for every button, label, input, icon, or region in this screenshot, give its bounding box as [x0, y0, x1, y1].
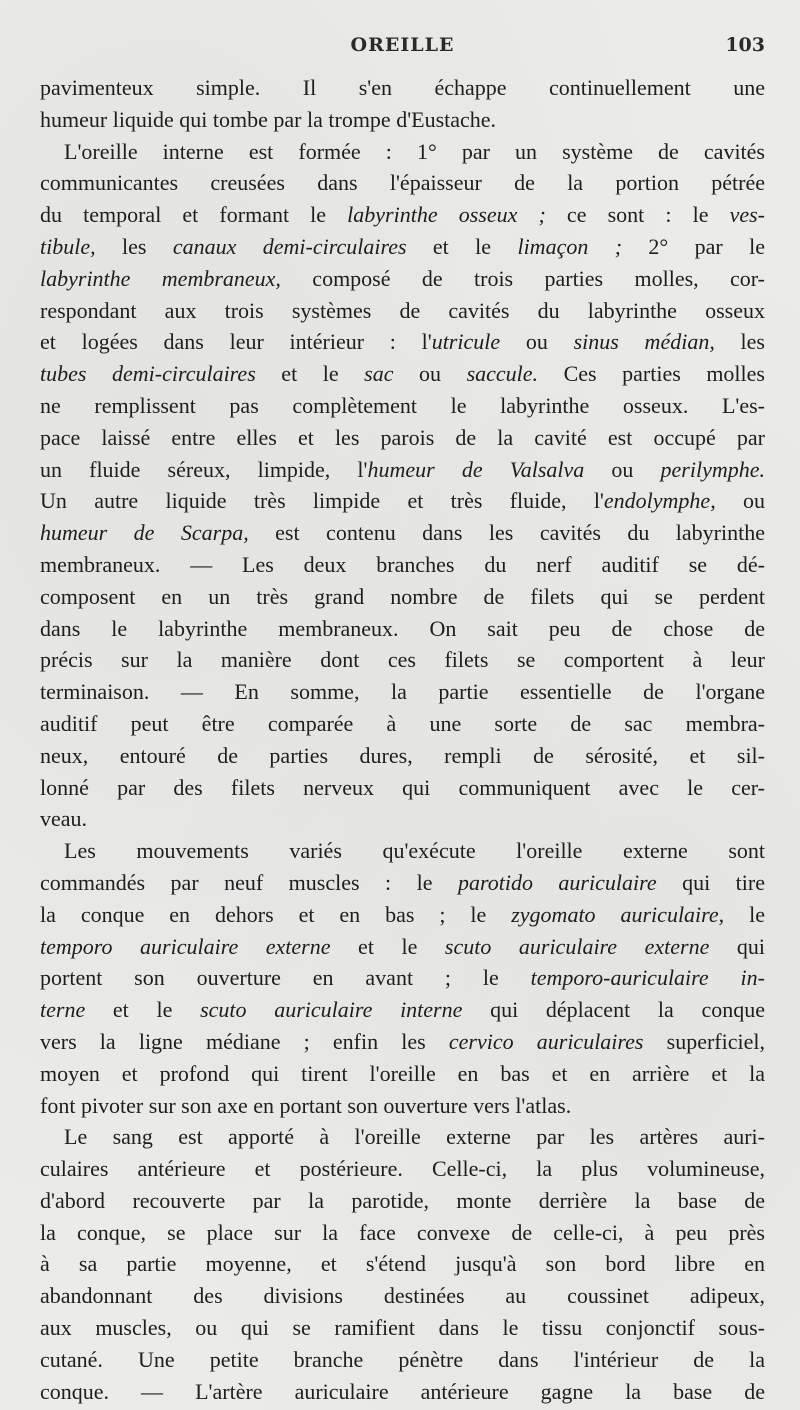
- text-line: [40, 454, 765, 486]
- text-segment: ce sont : le: [545, 202, 730, 228]
- text-line: [40, 199, 765, 231]
- text-line: [40, 295, 765, 327]
- text-segment: le: [724, 901, 765, 927]
- italic-term: ves-: [729, 202, 765, 228]
- text-segment: composé de trois parties molles, cor-: [280, 265, 765, 291]
- body-text: [40, 72, 765, 1407]
- text-line: [40, 167, 765, 199]
- text-segment: dans le labyrinthe membraneux. On sait peu de chose de: [40, 615, 765, 641]
- text-line: [40, 676, 765, 708]
- text-segment: Ces parties molles: [538, 361, 765, 387]
- italic-term: scuto auriculaire externe: [444, 933, 710, 959]
- italic-term: humeur de Scarpa,: [40, 520, 249, 546]
- text-line: [40, 263, 765, 295]
- italic-term: scuto auriculaire interne: [200, 997, 463, 1023]
- text-line: [40, 867, 765, 899]
- italic-term: endolymphe,: [603, 488, 716, 514]
- text-segment: d'abord recouverte par la parotide, monte derrière la base de: [40, 1187, 765, 1213]
- text-segment: ou: [500, 329, 574, 355]
- text-line: [40, 1248, 765, 1280]
- text-segment: Un autre liquide très limpide et très fluide, l': [40, 488, 604, 514]
- text-segment: membraneux. — Les deux branches du nerf auditif se dé-: [40, 551, 765, 577]
- text-segment: et le: [406, 233, 518, 259]
- text-line: [40, 549, 765, 581]
- text-segment: qui tire: [656, 869, 765, 895]
- text-line: [40, 231, 765, 263]
- text-segment: moyen et profond qui tirent l'oreille en bas et en arrière et la: [40, 1060, 765, 1086]
- text-segment: neux, entouré de parties dures, rempli de sérosité, et sil-: [40, 742, 765, 768]
- text-line: [40, 1376, 765, 1408]
- text-segment: commandés par neuf muscles : le: [40, 869, 458, 895]
- italic-term: temporo-auriculaire in-: [530, 965, 765, 991]
- text-segment: communicantes creusées dans l'épaisseur de la portion pétrée: [40, 170, 765, 196]
- text-segment: et le: [85, 997, 201, 1023]
- text-segment: abandonnant des divisions destinées au coussinet adipeux,: [40, 1283, 765, 1309]
- text-line: [40, 581, 765, 613]
- text-line: [40, 104, 765, 136]
- italic-term: tubes demi-circulaires: [40, 361, 256, 387]
- text-segment: qui: [709, 933, 765, 959]
- text-segment: à sa partie moyenne, et s'étend jusqu'à son bord libre en: [40, 1251, 765, 1277]
- text-segment: respondant aux trois systèmes de cavités du labyrinthe osseux: [40, 297, 765, 323]
- text-segment: auditif peut être comparée à une sorte de sac membra-: [40, 710, 765, 736]
- text-segment: précis sur la manière dont ces filets se comportent à leur: [40, 647, 765, 673]
- text-segment: pace laissé entre elles et les parois de la cavité est occupé par: [40, 424, 765, 450]
- text-segment: composent en un très grand nombre de filets qui se perdent: [40, 583, 765, 609]
- text-segment: la conque en dehors et en bas ; le: [40, 901, 512, 927]
- text-segment: terminaison. — En somme, la partie essentielle de l'organe: [40, 679, 765, 705]
- text-segment: culaires antérieure et postérieure. Celle-ci, la plus volumineuse,: [40, 1156, 765, 1182]
- text-line: [40, 962, 765, 994]
- italic-term: humeur de Valsalva: [367, 456, 585, 482]
- italic-term: perilymphe.: [660, 456, 765, 482]
- italic-term: utricule: [431, 329, 501, 355]
- text-segment: est contenu dans les cavités du labyrinthe: [248, 520, 765, 546]
- text-line: [40, 1121, 765, 1153]
- text-line: [40, 803, 765, 835]
- text-line: [40, 1344, 765, 1376]
- text-segment: aux muscles, ou qui se ramifient dans le tissu conjonctif sous-: [40, 1315, 765, 1341]
- text-segment: Le sang est apporté à l'oreille externe par les artères auri-: [64, 1124, 765, 1150]
- text-segment: un fluide séreux, limpide, l': [40, 456, 368, 482]
- text-segment: ne remplissent pas complètement le labyrinthe osseux. L'es-: [40, 392, 765, 418]
- text-line: [40, 613, 765, 645]
- italic-term: canaux demi-circulaires: [172, 233, 407, 259]
- text-line: [40, 136, 765, 168]
- italic-term: labyrinthe osseux ;: [347, 202, 546, 228]
- text-segment: pavimenteux simple. Il s'en échappe continuellement une: [40, 75, 765, 100]
- italic-term: labyrinthe membraneux,: [40, 265, 281, 291]
- italic-term: temporo auriculaire externe: [40, 933, 331, 959]
- text-segment: et le: [255, 361, 365, 387]
- text-line: [40, 1058, 765, 1090]
- text-segment: conque. — L'artère auriculaire antérieure gagne la base de: [40, 1378, 765, 1404]
- text-segment: font pivoter sur son axe en portant son ouverture vers l'atlas.: [40, 1092, 572, 1118]
- text-segment: L'oreille interne est formée : 1° par un système de cavités: [64, 138, 765, 164]
- text-segment: ou: [584, 456, 661, 482]
- text-segment: vers la ligne médiane ; enfin les: [40, 1028, 449, 1054]
- text-line: [40, 1312, 765, 1344]
- text-segment: ou: [393, 361, 467, 387]
- text-line: [40, 899, 765, 931]
- text-line: [40, 772, 765, 804]
- text-segment: et logées dans leur intérieur : l': [40, 329, 432, 355]
- text-line: [40, 740, 765, 772]
- text-line: [40, 1185, 765, 1217]
- italic-term: terne: [40, 997, 86, 1023]
- italic-term: cervico auriculaires: [448, 1028, 644, 1054]
- text-segment: qui déplacent la conque: [462, 997, 765, 1023]
- text-line: [40, 1153, 765, 1185]
- page-number: 103: [725, 34, 765, 56]
- italic-term: parotido auriculaire: [457, 869, 657, 895]
- text-line: [40, 326, 765, 358]
- text-line: [40, 1217, 765, 1249]
- italic-term: saccule.: [466, 361, 539, 387]
- text-line: [40, 835, 765, 867]
- text-segment: ou: [715, 488, 765, 514]
- text-segment: lonné par des filets nerveux qui communiquent avec le cer-: [40, 774, 765, 800]
- text-segment: 2° par le: [622, 233, 765, 259]
- text-segment: les: [714, 329, 765, 355]
- text-line: [40, 1280, 765, 1312]
- italic-term: tibule,: [40, 233, 96, 259]
- text-line: [40, 1090, 765, 1122]
- text-line: [40, 994, 765, 1026]
- italic-term: sinus médian,: [573, 329, 715, 355]
- text-line: [40, 644, 765, 676]
- text-segment: veau.: [40, 806, 88, 832]
- italic-term: sac: [364, 361, 394, 387]
- text-line: [40, 358, 765, 390]
- page-header: [40, 32, 765, 60]
- text-line: [40, 1026, 765, 1058]
- text-segment: humeur liquide qui tombe par la trompe d'Eustache.: [40, 106, 497, 132]
- text-line: [40, 517, 765, 549]
- text-segment: du temporal et formant le: [40, 202, 348, 228]
- italic-term: limaçon ;: [517, 233, 623, 259]
- italic-term: zygomato auriculaire,: [511, 901, 725, 927]
- text-line: [40, 931, 765, 963]
- text-segment: Les mouvements variés qu'exécute l'oreille externe sont: [64, 838, 765, 864]
- text-segment: la conque, se place sur la face convexe de celle-ci, à peu près: [40, 1219, 765, 1245]
- text-segment: et le: [330, 933, 445, 959]
- text-line: [40, 708, 765, 740]
- text-line: [40, 390, 765, 422]
- text-line: [40, 422, 765, 454]
- text-line: [40, 485, 765, 517]
- text-segment: portent son ouverture en avant ; le: [40, 965, 531, 991]
- text-segment: superficiel,: [643, 1028, 765, 1054]
- running-head: OREILLE: [350, 34, 455, 56]
- text-line: [40, 72, 765, 104]
- text-segment: cutané. Une petite branche pénètre dans l'intérieur de la: [40, 1346, 765, 1372]
- text-segment: les: [95, 233, 173, 259]
